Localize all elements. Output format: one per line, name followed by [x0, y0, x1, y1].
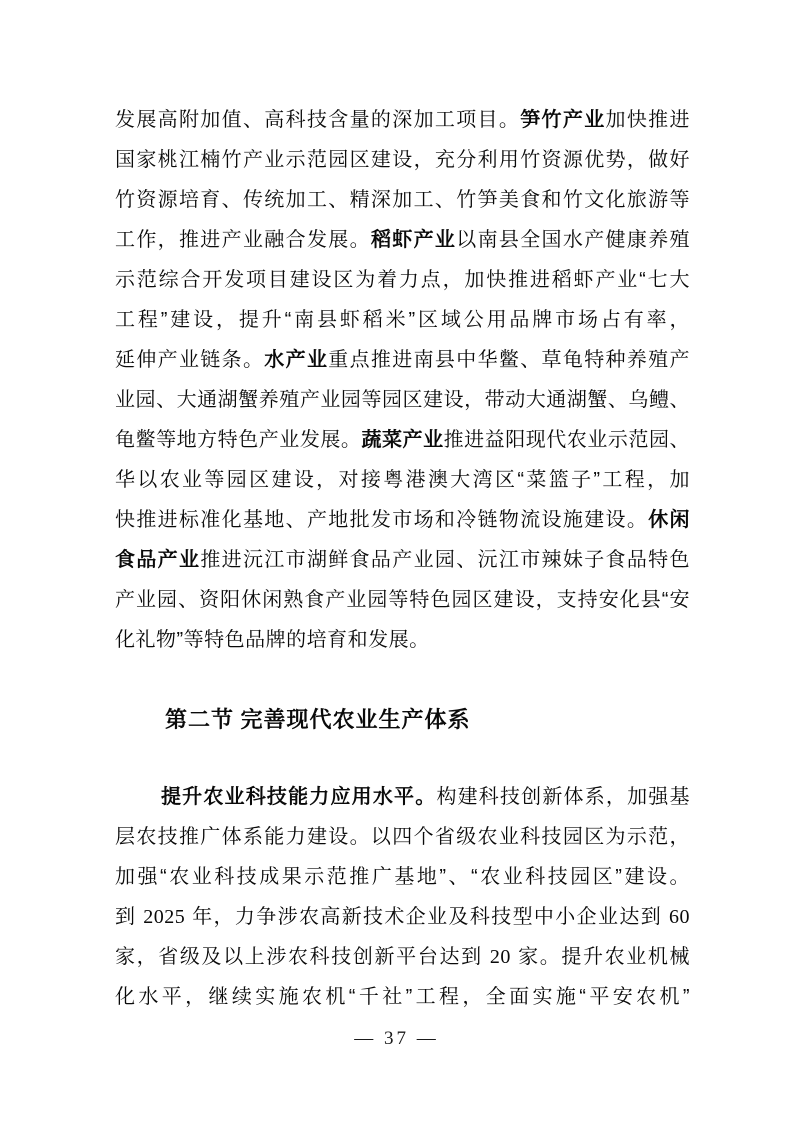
- text-segment: 家。提升农业机械: [510, 946, 691, 968]
- text-segment: 化礼物”等特色品牌的培育和发展。: [115, 629, 430, 651]
- numeral-segment: 60: [669, 906, 690, 928]
- paragraph-industries: [115, 100, 690, 660]
- text-segment: 示范综合开发项目建设区为着力点，加快推进稻虾产业“七大: [115, 269, 690, 291]
- text-segment: 工作，推进产业融合发展。: [115, 229, 371, 251]
- text-segment: 到: [115, 906, 144, 928]
- numeral-segment: 20: [489, 946, 511, 968]
- bold-text-segment: 食品产业: [115, 549, 201, 571]
- bold-text-segment: 提升农业科技能力应用水平。: [161, 786, 437, 808]
- bold-text-segment: 休闲: [648, 509, 691, 531]
- text-segment: 业园、大通湖蟹养殖产业园等园区建设，带动大通湖蟹、乌鳢、: [115, 389, 690, 411]
- text-segment: 加强“农业科技成果示范推广基地”、“农业科技园区”建设。: [115, 866, 690, 888]
- text-line: [115, 460, 690, 500]
- text-segment: 快推进标准化基地、产地批发市场和冷链物流设施建设。: [115, 509, 649, 531]
- text-segment: 年，力争涉农高新技术企业及科技型中小企业达到: [185, 906, 669, 928]
- text-segment: 龟鳖等地方特色产业发展。: [115, 429, 362, 451]
- text-line: [115, 977, 690, 1017]
- text-segment: 延伸产业链条。: [115, 349, 265, 371]
- numeral-segment: 2025: [143, 906, 186, 928]
- text-line: [115, 180, 690, 220]
- page-number: — 37 —: [354, 1028, 439, 1049]
- text-line: [115, 580, 690, 620]
- text-segment: 竹资源培育、传统加工、精深加工、竹笋美食和竹文化旅游等: [115, 189, 690, 211]
- text-segment: 层农技推广体系能力建设。以四个省级农业科技园区为示范，: [115, 826, 690, 848]
- text-line: [115, 857, 690, 897]
- text-line: [115, 420, 690, 460]
- text-segment: 推进益阳现代农业示范园、: [443, 429, 691, 451]
- text-line: [115, 100, 690, 140]
- text-line: [115, 540, 690, 580]
- text-line: [115, 937, 690, 977]
- text-line: [115, 380, 690, 420]
- text-line: [115, 340, 690, 380]
- bold-text-segment: 稻虾产业: [370, 229, 457, 251]
- text-line: [115, 140, 690, 180]
- text-segment: 加快推进: [605, 109, 691, 131]
- text-line: [115, 500, 690, 540]
- text-segment: 工程”建设，提升“南县虾稻米”区域公用品牌市场占有率，: [115, 309, 690, 331]
- text-segment: 推进沅江市湖鲜食品产业园、沅江市辣妹子食品特色: [200, 549, 691, 571]
- text-line: [115, 620, 690, 660]
- document-body: [115, 100, 690, 1017]
- text-segment: 重点推进南县中华鳖、草龟特种养殖产: [328, 349, 691, 371]
- text-line: [115, 260, 690, 300]
- text-segment: 家，省级及以上涉农科技创新平台达到: [115, 946, 490, 968]
- text-line: [115, 777, 690, 817]
- text-line: [115, 220, 690, 260]
- page-footer: [0, 1026, 793, 1052]
- text-segment: 以南县全国水产健康养殖: [456, 229, 691, 251]
- text-segment: 化水平，继续实施农机“千社”工程，全面实施“平安农机”: [115, 986, 690, 1008]
- bold-text-segment: 笋竹产业: [520, 109, 606, 131]
- text-line: [115, 817, 690, 857]
- bold-text-segment: 水产业: [264, 349, 329, 371]
- text-segment: 产业园、资阳休闲熟食产业园等特色园区建设，支持安化县“安: [115, 589, 690, 611]
- bold-text-segment: 蔬菜产业: [361, 429, 444, 451]
- text-line: [115, 300, 690, 340]
- section-heading: 第二节 完善现代农业生产体系: [165, 707, 471, 732]
- text-segment: 国家桃江楠竹产业示范园区建设，充分利用竹资源优势，做好: [115, 149, 690, 171]
- text-segment: 构建科技创新体系，加强基: [436, 786, 690, 808]
- paragraph-agritech: [115, 777, 690, 1017]
- text-segment: 华以农业等园区建设，对接粤港澳大湾区“菜篮子”工程，加: [115, 469, 690, 491]
- text-segment: 发展高附加值、高科技含量的深加工项目。: [115, 109, 521, 131]
- text-line: [115, 897, 690, 937]
